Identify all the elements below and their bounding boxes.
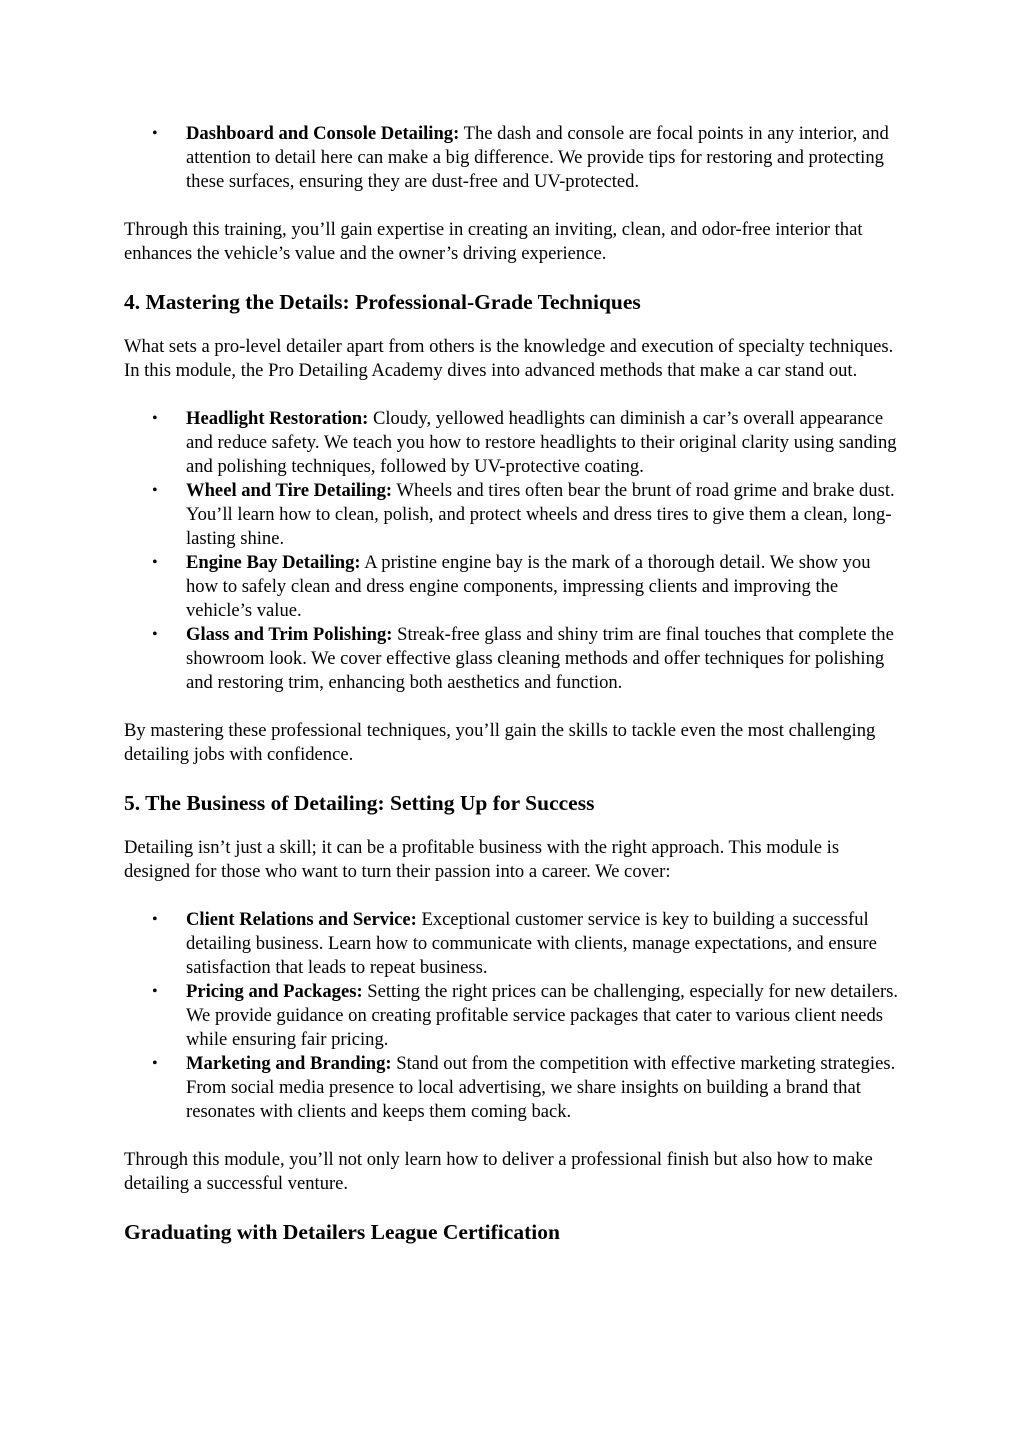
- bullet-text: Stand out from the competition with effective marketing strategies. From social media presence to local advertising, we share insights on building a brand that resonates with clients and keeps them coming back.: [186, 1053, 896, 1122]
- bullet-text: Exceptional customer service is key to building a successful detailing business. Learn how to communicate with clients, manage expectations, and ensure satisfaction that leads to repeat business.: [186, 909, 877, 978]
- bullet-text: Wheels and tires often bear the brunt of road grime and brake dust. You’ll learn how to clean, polish, and protect wheels and dress tires to give them a clean, long-lasting shine.: [186, 480, 895, 549]
- bullet-list-interior: [124, 122, 904, 194]
- paragraph-section5-summary: Through this module, you’ll not only learn how to deliver a professional finish but also how to make detailing a successful venture.: [124, 1149, 873, 1194]
- section-heading-4: 4. Mastering the Details: Professional-Grade Techniques: [124, 290, 641, 314]
- bullet-title: Glass and Trim Polishing:: [186, 624, 393, 645]
- section-heading-final: Graduating with Detailers League Certification: [124, 1220, 560, 1244]
- bullet-title: Client Relations and Service:: [186, 909, 417, 930]
- bullet-title: Dashboard and Console Detailing:: [186, 123, 460, 144]
- bullet-title: Marketing and Branding:: [186, 1053, 392, 1074]
- bullet-title: Wheel and Tire Detailing:: [186, 480, 393, 501]
- list-item: [124, 623, 904, 695]
- list-item: [124, 908, 904, 980]
- bullet-title: Engine Bay Detailing:: [186, 552, 361, 573]
- paragraph-section5-intro: Detailing isn’t just a skill; it can be a profitable business with the right approach. This module is designed for those who want to turn their passion into a career. We cover:: [124, 837, 840, 882]
- bullet-text: A pristine engine bay is the mark of a thorough detail. We show you how to safely clean and dress engine components, impressing clients and improving the vehicle’s value.: [186, 552, 871, 621]
- bullet-title: Headlight Restoration:: [186, 408, 369, 429]
- bullet-text: Setting the right prices can be challenging, especially for new detailers. We provide guidance on creating profitable service packages that cater to various client needs while ensuring fair pricing.: [186, 981, 899, 1050]
- list-item: [124, 479, 904, 551]
- document-page: [124, 122, 904, 1246]
- list-item: [124, 407, 904, 479]
- bullet-text: Streak-free glass and shiny trim are final touches that complete the showroom look. We cover effective glass cleaning methods and offer techniques for polishing and restoring trim, enhancing both aesthetics and function.: [186, 624, 894, 693]
- paragraph-interior-summary: Through this training, you’ll gain expertise in creating an inviting, clean, and odor-free interior that enhances the vehicle’s value and the owner’s driving experience.: [124, 219, 863, 264]
- list-item: [124, 980, 904, 1052]
- list-item: [124, 122, 904, 194]
- paragraph-section4-summary: By mastering these professional techniques, you’ll gain the skills to tackle even the most challenging detailing jobs with confidence.: [124, 720, 876, 765]
- bullet-title: Pricing and Packages:: [186, 981, 363, 1002]
- paragraph-section4-intro: What sets a pro-level detailer apart from others is the knowledge and execution of specialty techniques. In this module, the Pro Detailing Academy dives into advanced methods that make a car stand out.: [124, 336, 894, 381]
- bullet-list-business: [124, 908, 904, 1124]
- list-item: [124, 551, 904, 623]
- section-heading-5: 5. The Business of Detailing: Setting Up for Success: [124, 791, 595, 815]
- list-item: [124, 1052, 904, 1124]
- bullet-text: Cloudy, yellowed headlights can diminish a car’s overall appearance and reduce safety. We teach you how to restore headlights to their original clarity using sanding and polishing techniques, followed by UV-protective coating.: [186, 408, 897, 477]
- bullet-text: The dash and console are focal points in any interior, and attention to detail here can make a big difference. We provide tips for restoring and protecting these surfaces, ensuring they are dust-free and UV-protected.: [186, 123, 889, 192]
- bullet-list-techniques: [124, 407, 904, 695]
